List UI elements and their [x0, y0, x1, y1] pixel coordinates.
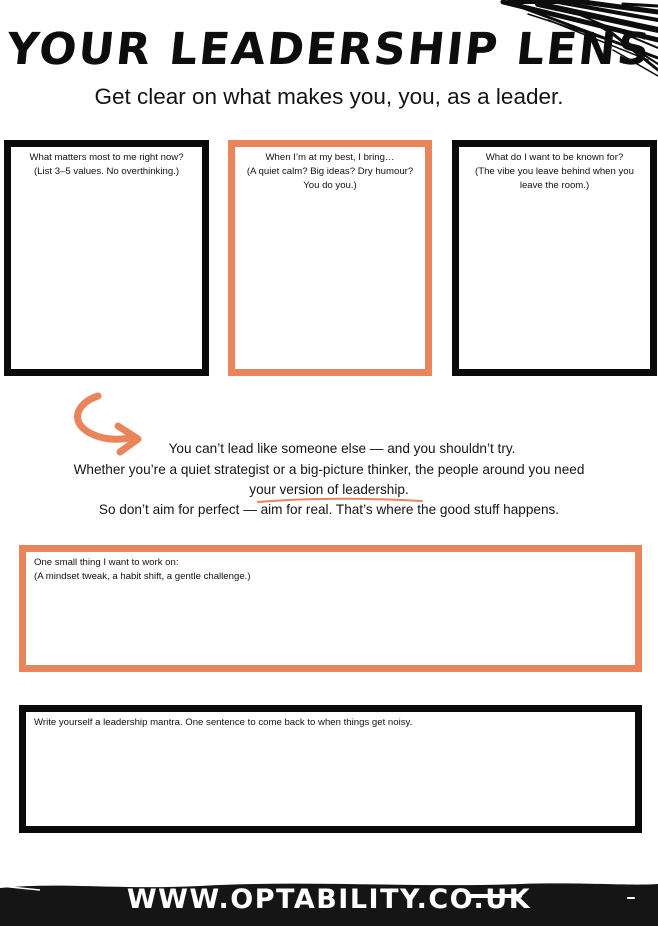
known-for-prompt-hint: (The vibe you leave behind when you [475, 166, 634, 177]
known-for-prompt [459, 147, 650, 193]
website-link[interactable]: WWW.OPTABILITY.CO.UK [126, 884, 532, 915]
mantra-prompt [26, 712, 635, 730]
message-line-2: Whether you’re a quiet strategist or a big-picture thinker, the people around you need [73, 462, 585, 477]
work-on-box[interactable] [19, 545, 642, 672]
best-self-prompt-question: When I’m at my best, I bring… [265, 152, 395, 163]
work-on-prompt [26, 552, 635, 584]
message-line-1: You can’t lead like someone else — and you shouldn’t try. [168, 441, 516, 456]
work-on-prompt-hint: (A mindset tweak, a habit shift, a gentle challenge.) [34, 571, 251, 582]
page-subtitle: Get clear on what makes you, you, as a leader. [94, 84, 564, 109]
best-self-prompt [235, 147, 425, 193]
mantra-box[interactable] [19, 705, 642, 833]
values-prompt [11, 147, 202, 179]
best-self-prompt-hint-2: You do you.) [303, 180, 357, 191]
values-prompt-question: What matters most to me right now? [29, 152, 184, 163]
known-for-prompt-question: What do I want to be known for? [485, 152, 624, 163]
page-title: YOUR LEADERSHIP LENS [4, 24, 654, 75]
values-prompt-hint: (List 3–5 values. No overthinking.) [33, 166, 180, 177]
mantra-prompt-text: Write yourself a leadership mantra. One sentence to come back to when things get noisy. [34, 717, 413, 728]
message-line-4: So don’t aim for perfect — aim for real. That’s where the good stuff happens. [98, 502, 560, 517]
best-self-box[interactable] [228, 140, 432, 376]
message-line-3: your version of leadership. [249, 482, 409, 497]
known-for-box[interactable] [452, 140, 657, 376]
values-box[interactable] [4, 140, 209, 376]
best-self-prompt-hint: (A quiet calm? Big ideas? Dry humour? [246, 166, 414, 177]
work-on-prompt-question: One small thing I want to work on: [34, 557, 179, 568]
known-for-prompt-hint-2: leave the room.) [519, 180, 590, 191]
